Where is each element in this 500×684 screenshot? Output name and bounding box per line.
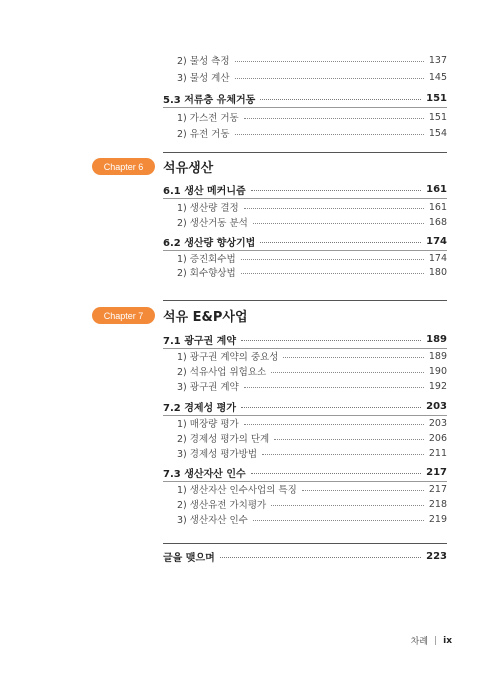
toc-entry[interactable] [177,511,447,527]
entry-page: 217 [428,483,447,495]
section-page: 203 [426,400,447,412]
toc-entry[interactable] [177,52,447,68]
entry-title: 2) 생산거동 분석 [177,218,248,229]
entry-page: 192 [428,380,447,392]
toc-section-entry[interactable] [163,181,447,197]
leader-dots [260,242,421,243]
leader-dots [235,78,424,79]
entry-title: 3) 물성 계산 [177,73,230,84]
leader-dots [241,407,421,408]
entry-page: 180 [428,266,447,278]
entry-page: 137 [428,54,447,66]
leader-dots [260,99,421,100]
toc-section-entry[interactable] [163,398,447,414]
leader-dots [244,208,424,209]
leader-dots [271,372,424,373]
leader-dots [220,557,421,558]
entry-page: 219 [428,513,447,525]
entry-page: 189 [428,350,447,362]
toc-entry[interactable] [177,125,447,141]
leader-dots [283,357,423,358]
leader-dots [253,223,424,224]
entry-page: 203 [428,417,447,429]
chapter-title: 석유 E&P사업 [163,310,248,325]
chapter-badge: Chapter 7 [92,307,155,324]
section-page: 189 [426,333,447,345]
section-page: 151 [426,92,447,104]
entry-page: 206 [428,432,447,444]
entry-title: 2) 유전 거동 [177,129,230,140]
leader-dots [244,118,424,119]
entry-title: 2) 생산유전 가치평가 [177,500,267,511]
leader-dots [271,505,424,506]
entry-title: 2) 물성 측정 [177,56,230,67]
leader-dots [274,439,424,440]
footer-separator: | [434,635,438,646]
leader-dots [262,454,424,455]
entry-title: 3) 경제성 평가방법 [177,449,258,460]
chapter-divider [163,300,447,301]
entry-title: 1) 생산량 결정 [177,203,239,214]
toc-section-entry[interactable] [163,464,447,480]
leader-dots [235,61,424,62]
toc-entry[interactable] [177,430,447,446]
toc-entry[interactable] [177,415,447,431]
entry-page: 161 [428,201,447,213]
entry-title: 1) 가스전 거동 [177,113,239,124]
entry-title: 2) 석유사업 위험요소 [177,367,267,378]
entry-page: 211 [428,447,447,459]
leader-dots [244,387,424,388]
toc-entry[interactable] [177,214,447,230]
section-title: 5.3 저류층 유체거동 [163,94,256,106]
toc-entry[interactable] [177,69,447,85]
toc-entry[interactable] [177,496,447,512]
section-title: 6.1 생산 메커니즘 [163,185,246,197]
chapter-title: 석유생산 [163,161,214,176]
section-page: 174 [426,235,447,247]
entry-page: 190 [428,365,447,377]
chapter-divider [163,152,447,153]
toc-entry[interactable] [177,109,447,125]
footer-page-number: ix [443,635,452,646]
section-title: 7.1 광구권 계약 [163,335,236,347]
entry-title: 1) 매장량 평가 [177,419,239,430]
leader-dots [241,340,421,341]
toc-entry[interactable] [177,363,447,379]
leader-dots [244,424,424,425]
section-page: 217 [426,466,447,478]
toc-entry[interactable] [177,378,447,394]
toc-entry[interactable] [177,264,447,280]
leader-dots [251,473,421,474]
chapter-badge: Chapter 6 [92,158,155,175]
leader-dots [302,490,424,491]
toc-entry[interactable] [177,348,447,364]
entry-title: 2) 경제성 평가의 단계 [177,434,270,445]
entry-title: 1) 광구권 계약의 중요성 [177,352,279,363]
section-page: 161 [426,183,447,195]
toc-section-entry[interactable] [163,331,447,347]
entry-title: 3) 광구권 계약 [177,382,239,393]
toc-entry[interactable] [177,481,447,497]
leader-dots [253,520,424,521]
entry-title: 3) 생산자산 인수 [177,515,248,526]
entry-page: 218 [428,498,447,510]
leader-dots [235,134,424,135]
toc-entry[interactable] [177,199,447,215]
section-title: 7.3 생산자산 인수 [163,468,246,480]
page-footer [411,634,452,647]
closing-divider [163,543,447,544]
section-title: 6.2 생산량 향상기법 [163,237,256,249]
leader-dots [241,273,424,274]
entry-title: 1) 증진회수법 [177,254,236,265]
leader-dots [241,259,424,260]
entry-page: 145 [428,71,447,83]
toc-entry[interactable] [177,445,447,461]
closing-title: 글을 맺으며 [163,552,215,564]
entry-page: 168 [428,216,447,228]
toc-section-entry[interactable] [163,90,447,106]
entry-page: 154 [428,127,447,139]
closing-page: 223 [426,550,447,562]
section-title: 7.2 경제성 평가 [163,402,236,414]
footer-label: 차례 [410,637,429,647]
entry-title: 1) 생산자산 인수사업의 특징 [177,485,297,496]
toc-closing-entry[interactable] [163,548,447,564]
section-divider [163,107,447,108]
entry-page: 174 [428,252,447,264]
entry-page: 151 [428,111,447,123]
entry-title: 2) 회수향상법 [177,268,236,279]
leader-dots [251,190,421,191]
toc-section-entry[interactable] [163,233,447,249]
